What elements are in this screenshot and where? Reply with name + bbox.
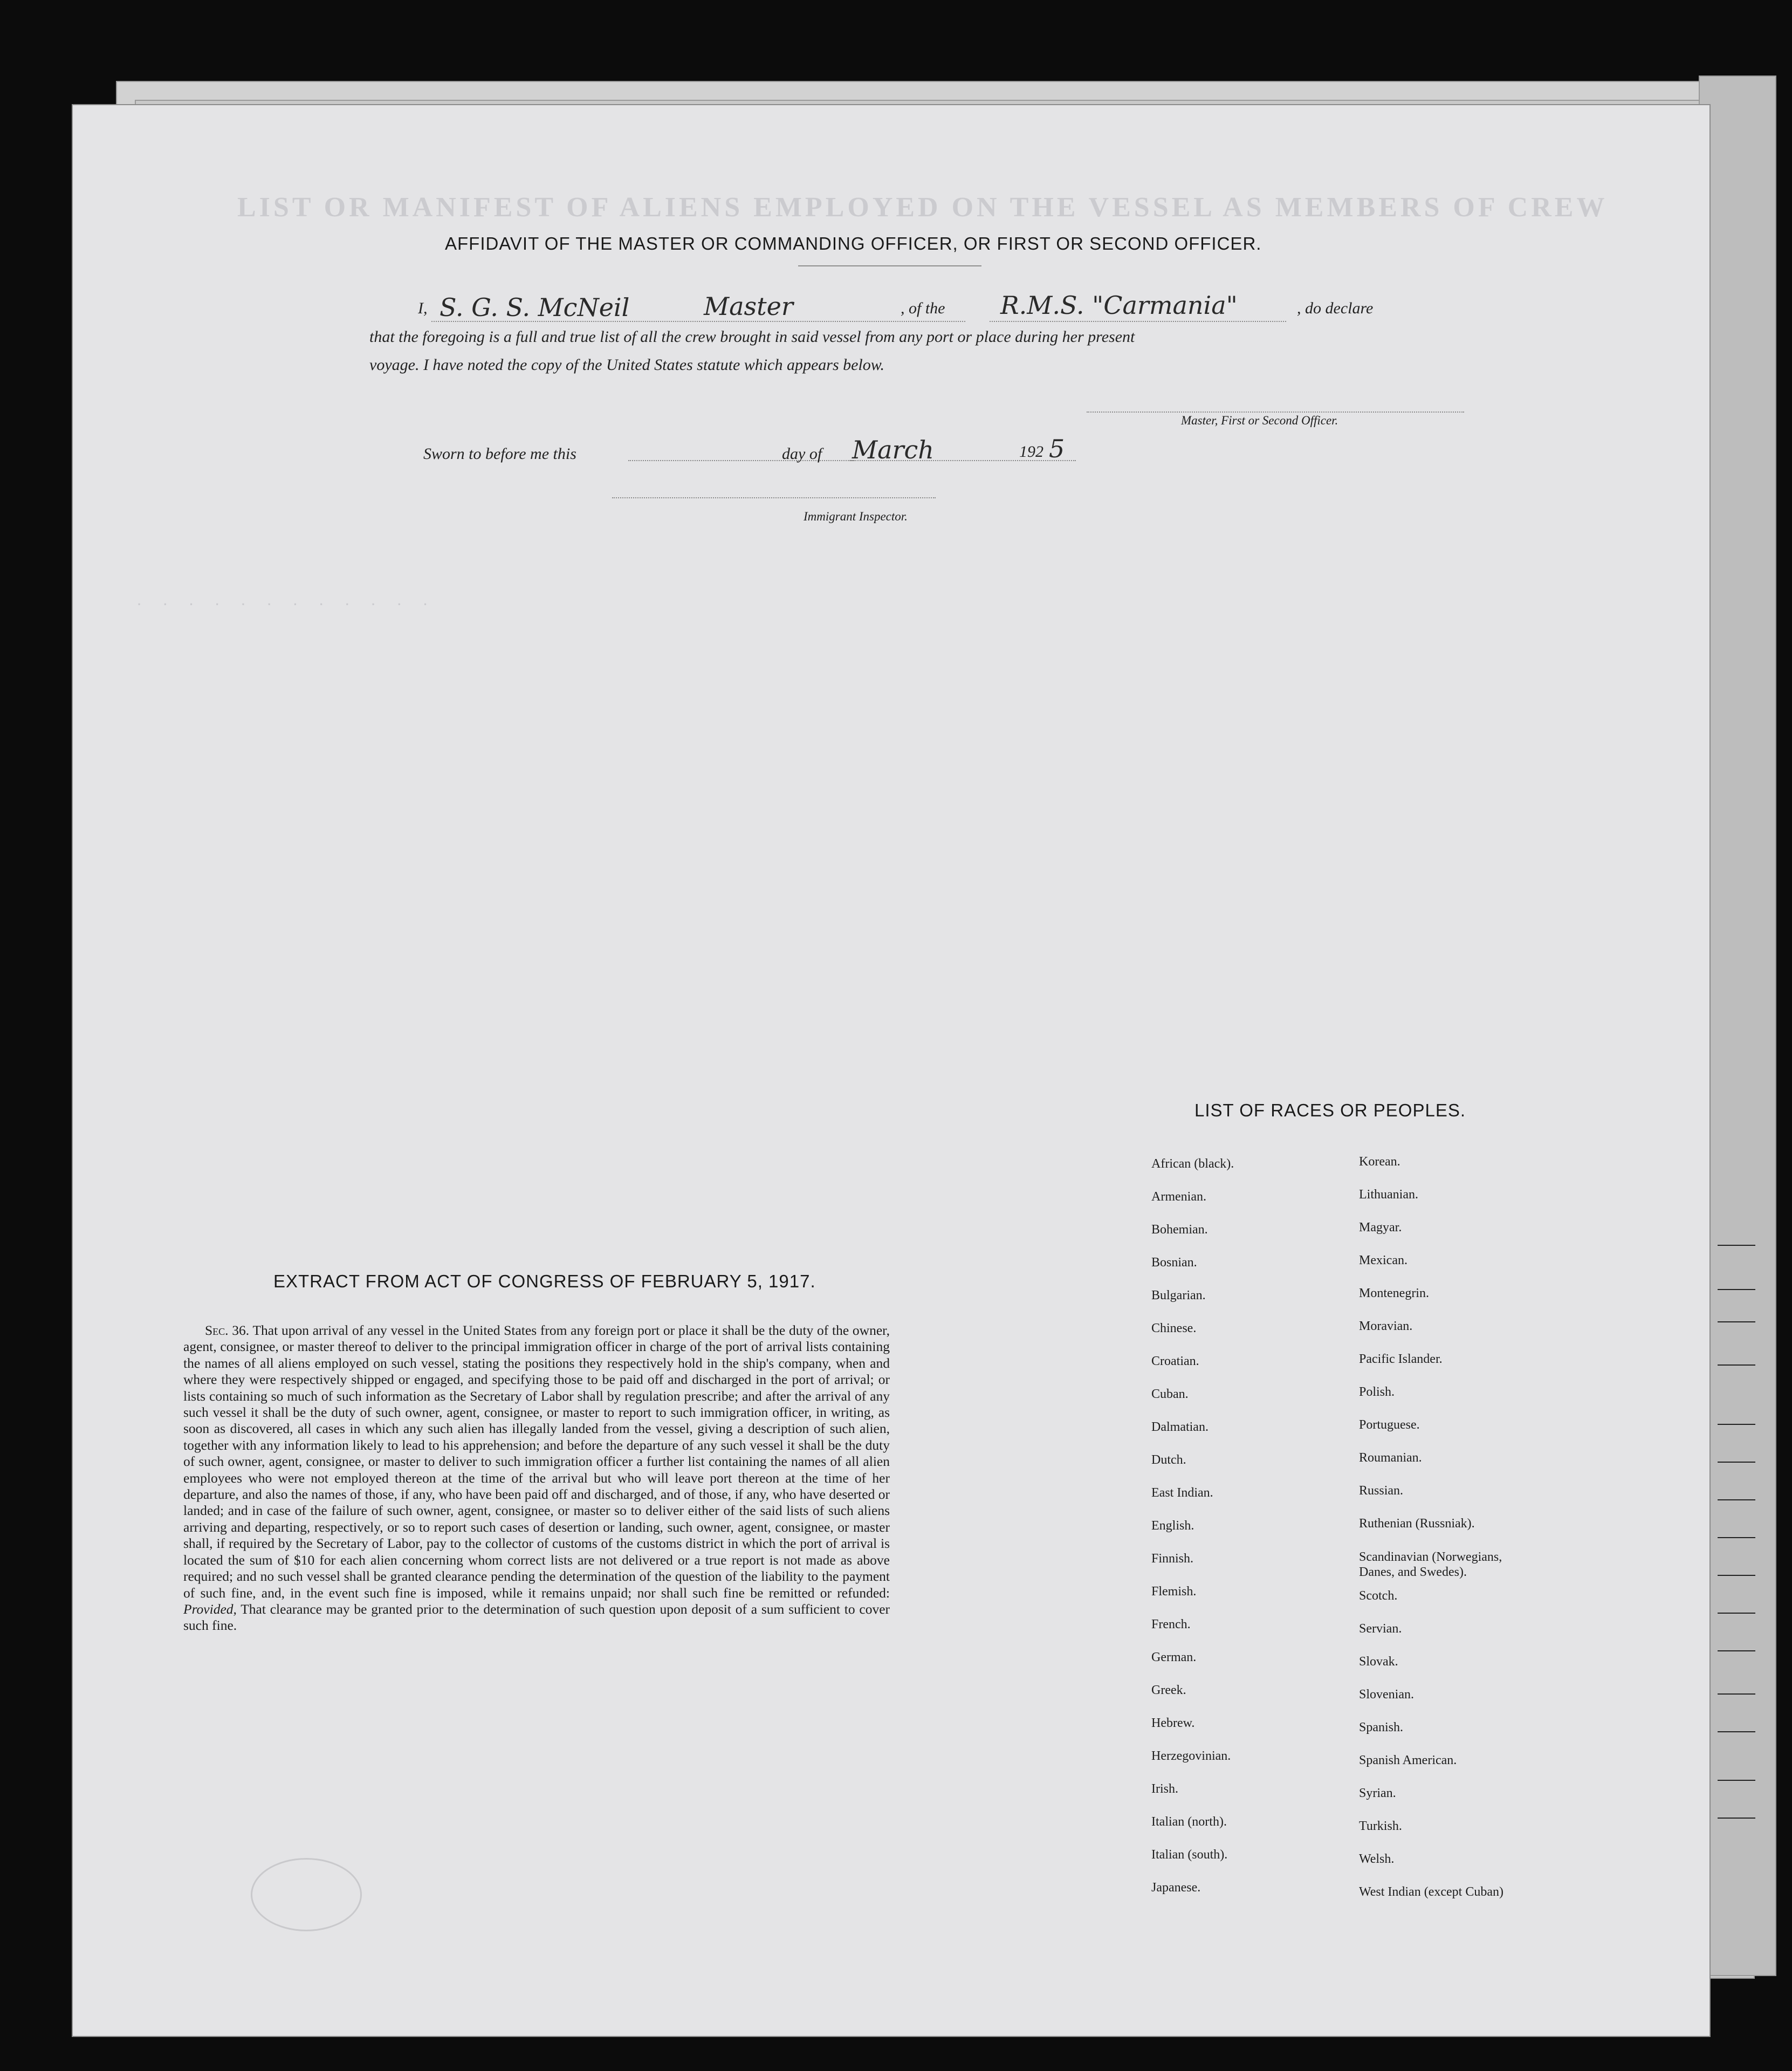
race-item: Italian (north). [1151,1815,1227,1829]
edge-tick [1718,1462,1755,1463]
race-item: Hebrew. [1151,1716,1195,1730]
race-item: Flemish. [1151,1585,1197,1599]
race-item: Korean. [1359,1155,1400,1169]
heading-rule [798,265,981,266]
signature-caption: Master, First or Second Officer. [1181,414,1338,427]
month-handwritten: March [852,435,934,464]
inspector-line [612,497,936,498]
act-body: That upon arrival of any vessel in the United States from any foreign port or place it shall be the duty of the owner, agent, consignee, or master thereof to deliver to the principal immigration officer in charge of the port of arrival lists containing the names of all aliens employed on such vessel, stating the positions they respectively hold in the ship's company, when and where they were respectively shipped or engaged, and specifying those to be paid off and discharged in the port of arrival; or lists containing so much of such information as the Secretary of Labor shall by regulation prescribe; and after the arrival of any such vessel it shall be the duty of such owner, agent, consignee, or master to report to such immigration officer, in writing, as soon as discovered, all cases in which any such alien has illegally landed from the vessel, giving a description of such alien, together with any information likely to lead to his apprehension; and before the departure of any such vessel it shall be the duty of such owner, agent, consignee, or master to deliver to such immigration officer a further list containing the names of all alien employees who were not employed thereon at the time of the arrival but who will leave port thereon at the time of her departure, and also the names of those, if any, who have been paid off and discharged, and of those, if any, who have deserted or landed; and in case of the failure of such owner, agent, consignee, or master so to deliver either of the said lists of such aliens arriving and departing, respectively, or so to report such cases of desertion or landing, such owner, agent, consignee, or master shall, if required by the Secretary of Labor, pay to the collector of customs of the customs district in which the port of arrival is located the sum of $10 for each alien concerning whom correct lists are not delivered or a true report is not made as above required; and no such vessel shall be granted clearance pending the determination of the question of the liability to the payment of such fine, and, in the event such fine is imposed, while it remains unpaid; nor shall such fine be remitted or refunded: [183,1322,890,1601]
edge-tick [1718,1245,1755,1246]
race-item: Spanish. [1359,1720,1404,1734]
act-text [183,1322,890,1634]
race-item: Cuban. [1151,1387,1189,1401]
race-item: Mexican. [1359,1253,1407,1267]
master-name-handwritten: S. G. S. McNeil [440,293,630,322]
edge-tick [1718,1613,1755,1614]
edge-tick [1718,1289,1755,1290]
race-item: Welsh. [1359,1852,1395,1866]
race-item: Chinese. [1151,1321,1197,1335]
race-item: Syrian. [1359,1786,1396,1800]
race-item: Herzegovinian. [1151,1749,1231,1763]
sworn-label: Sworn to before me this [423,445,576,463]
race-item: Turkish. [1359,1819,1402,1833]
extract-heading: EXTRACT FROM ACT OF CONGRESS OF FEBRUARY 5, 1917. [273,1271,816,1291]
signature-line [1087,412,1464,413]
race-item: Moravian. [1359,1319,1413,1333]
race-item: West Indian (except Cuban) [1359,1885,1503,1899]
race-item: Croatian. [1151,1354,1199,1368]
race-item: Magyar. [1359,1220,1402,1235]
do-declare-label: , do declare [1297,299,1374,317]
race-item: Spanish American. [1359,1753,1457,1767]
affidavit-heading: AFFIDAVIT OF THE MASTER OR COMMANDING OFFICER, OR FIRST OR SECOND OFFICER. [445,234,1262,253]
race-item: French. [1151,1617,1191,1631]
edge-tick [1718,1818,1755,1819]
of-the-label: , of the [901,299,945,317]
race-item: Slovenian. [1359,1688,1414,1702]
races-heading: LIST OF RACES OR PEOPLES. [1194,1100,1466,1120]
edge-tick [1718,1693,1755,1695]
edge-tick [1718,1537,1755,1538]
manifest-page [73,105,1709,2036]
edge-tick [1718,1424,1755,1425]
edge-tick [1718,1321,1755,1322]
race-item: Servian. [1359,1622,1402,1636]
race-item: Lithuanian. [1359,1188,1418,1202]
edge-tick [1718,1731,1755,1732]
name-line [431,321,965,322]
bleed-through-columns: . . . . . . . . . . . . [138,594,437,608]
race-item: Irish. [1151,1782,1178,1796]
provided-word: Provided, [183,1601,237,1617]
inspector-caption: Immigrant Inspector. [804,510,908,523]
race-item: Bosnian. [1151,1256,1197,1270]
race-item: Scandinavian (Norwegians, Danes, and Swedes). [1359,1550,1502,1579]
race-item: Dalmatian. [1151,1420,1209,1434]
race-item: Bohemian. [1151,1223,1208,1237]
race-item: Italian (south). [1151,1848,1228,1862]
day-of-label: day of [782,445,822,463]
race-item: Armenian. [1151,1190,1206,1204]
edge-tick [1718,1499,1755,1500]
affidavit-line-2: that the foregoing is a full and true list of all the crew brought in said vessel from any port or place during her present [369,328,1135,346]
race-item: Roumanian. [1359,1451,1422,1465]
race-item: Greek. [1151,1683,1186,1697]
race-item: Portuguese. [1359,1418,1420,1432]
race-item: Russian. [1359,1484,1404,1498]
race-item: Pacific Islander. [1359,1352,1443,1366]
affidavit-prefix: I, [418,299,428,317]
edge-tick [1718,1650,1755,1651]
race-item: Polish. [1359,1385,1395,1399]
rank-handwritten: Master [704,292,793,321]
edge-tick [1718,1364,1755,1366]
edge-tick [1718,1780,1755,1781]
vessel-name-handwritten: R.M.S. "Carmania" [1000,291,1238,320]
race-item: Slovak. [1359,1655,1398,1669]
race-item: Scotch. [1359,1589,1398,1603]
affidavit-line-3: voyage. I have noted the copy of the United States statute which appears below. [369,356,885,374]
faint-stamp [251,1858,362,1931]
race-item: Bulgarian. [1151,1288,1206,1302]
race-item: English. [1151,1519,1194,1533]
act-body-end: That clearance may be granted prior to the determination of such question upon deposit of a sum sufficient to cover such fine. [183,1601,890,1634]
year-suffix-handwritten: 5 [1049,434,1065,463]
race-item: Dutch. [1151,1453,1186,1467]
edge-tick [1718,1575,1755,1576]
race-item: Finnish. [1151,1552,1194,1566]
section-label: Sec. 36. [205,1322,250,1338]
race-item: Japanese. [1151,1881,1201,1895]
vessel-line [990,321,1286,322]
race-item: Montenegrin. [1359,1286,1429,1300]
page-edges [1699,76,1776,1976]
race-item: German. [1151,1650,1197,1664]
bleed-through-text: LIST OR MANIFEST OF ALIENS EMPLOYED ON THE VESSEL AS MEMBERS OF CREW [237,192,1608,223]
year-prefix: 192 [1019,443,1043,461]
race-item: Ruthenian (Russniak). [1359,1517,1475,1531]
race-item: African (black). [1151,1157,1234,1171]
race-item: East Indian. [1151,1486,1213,1500]
